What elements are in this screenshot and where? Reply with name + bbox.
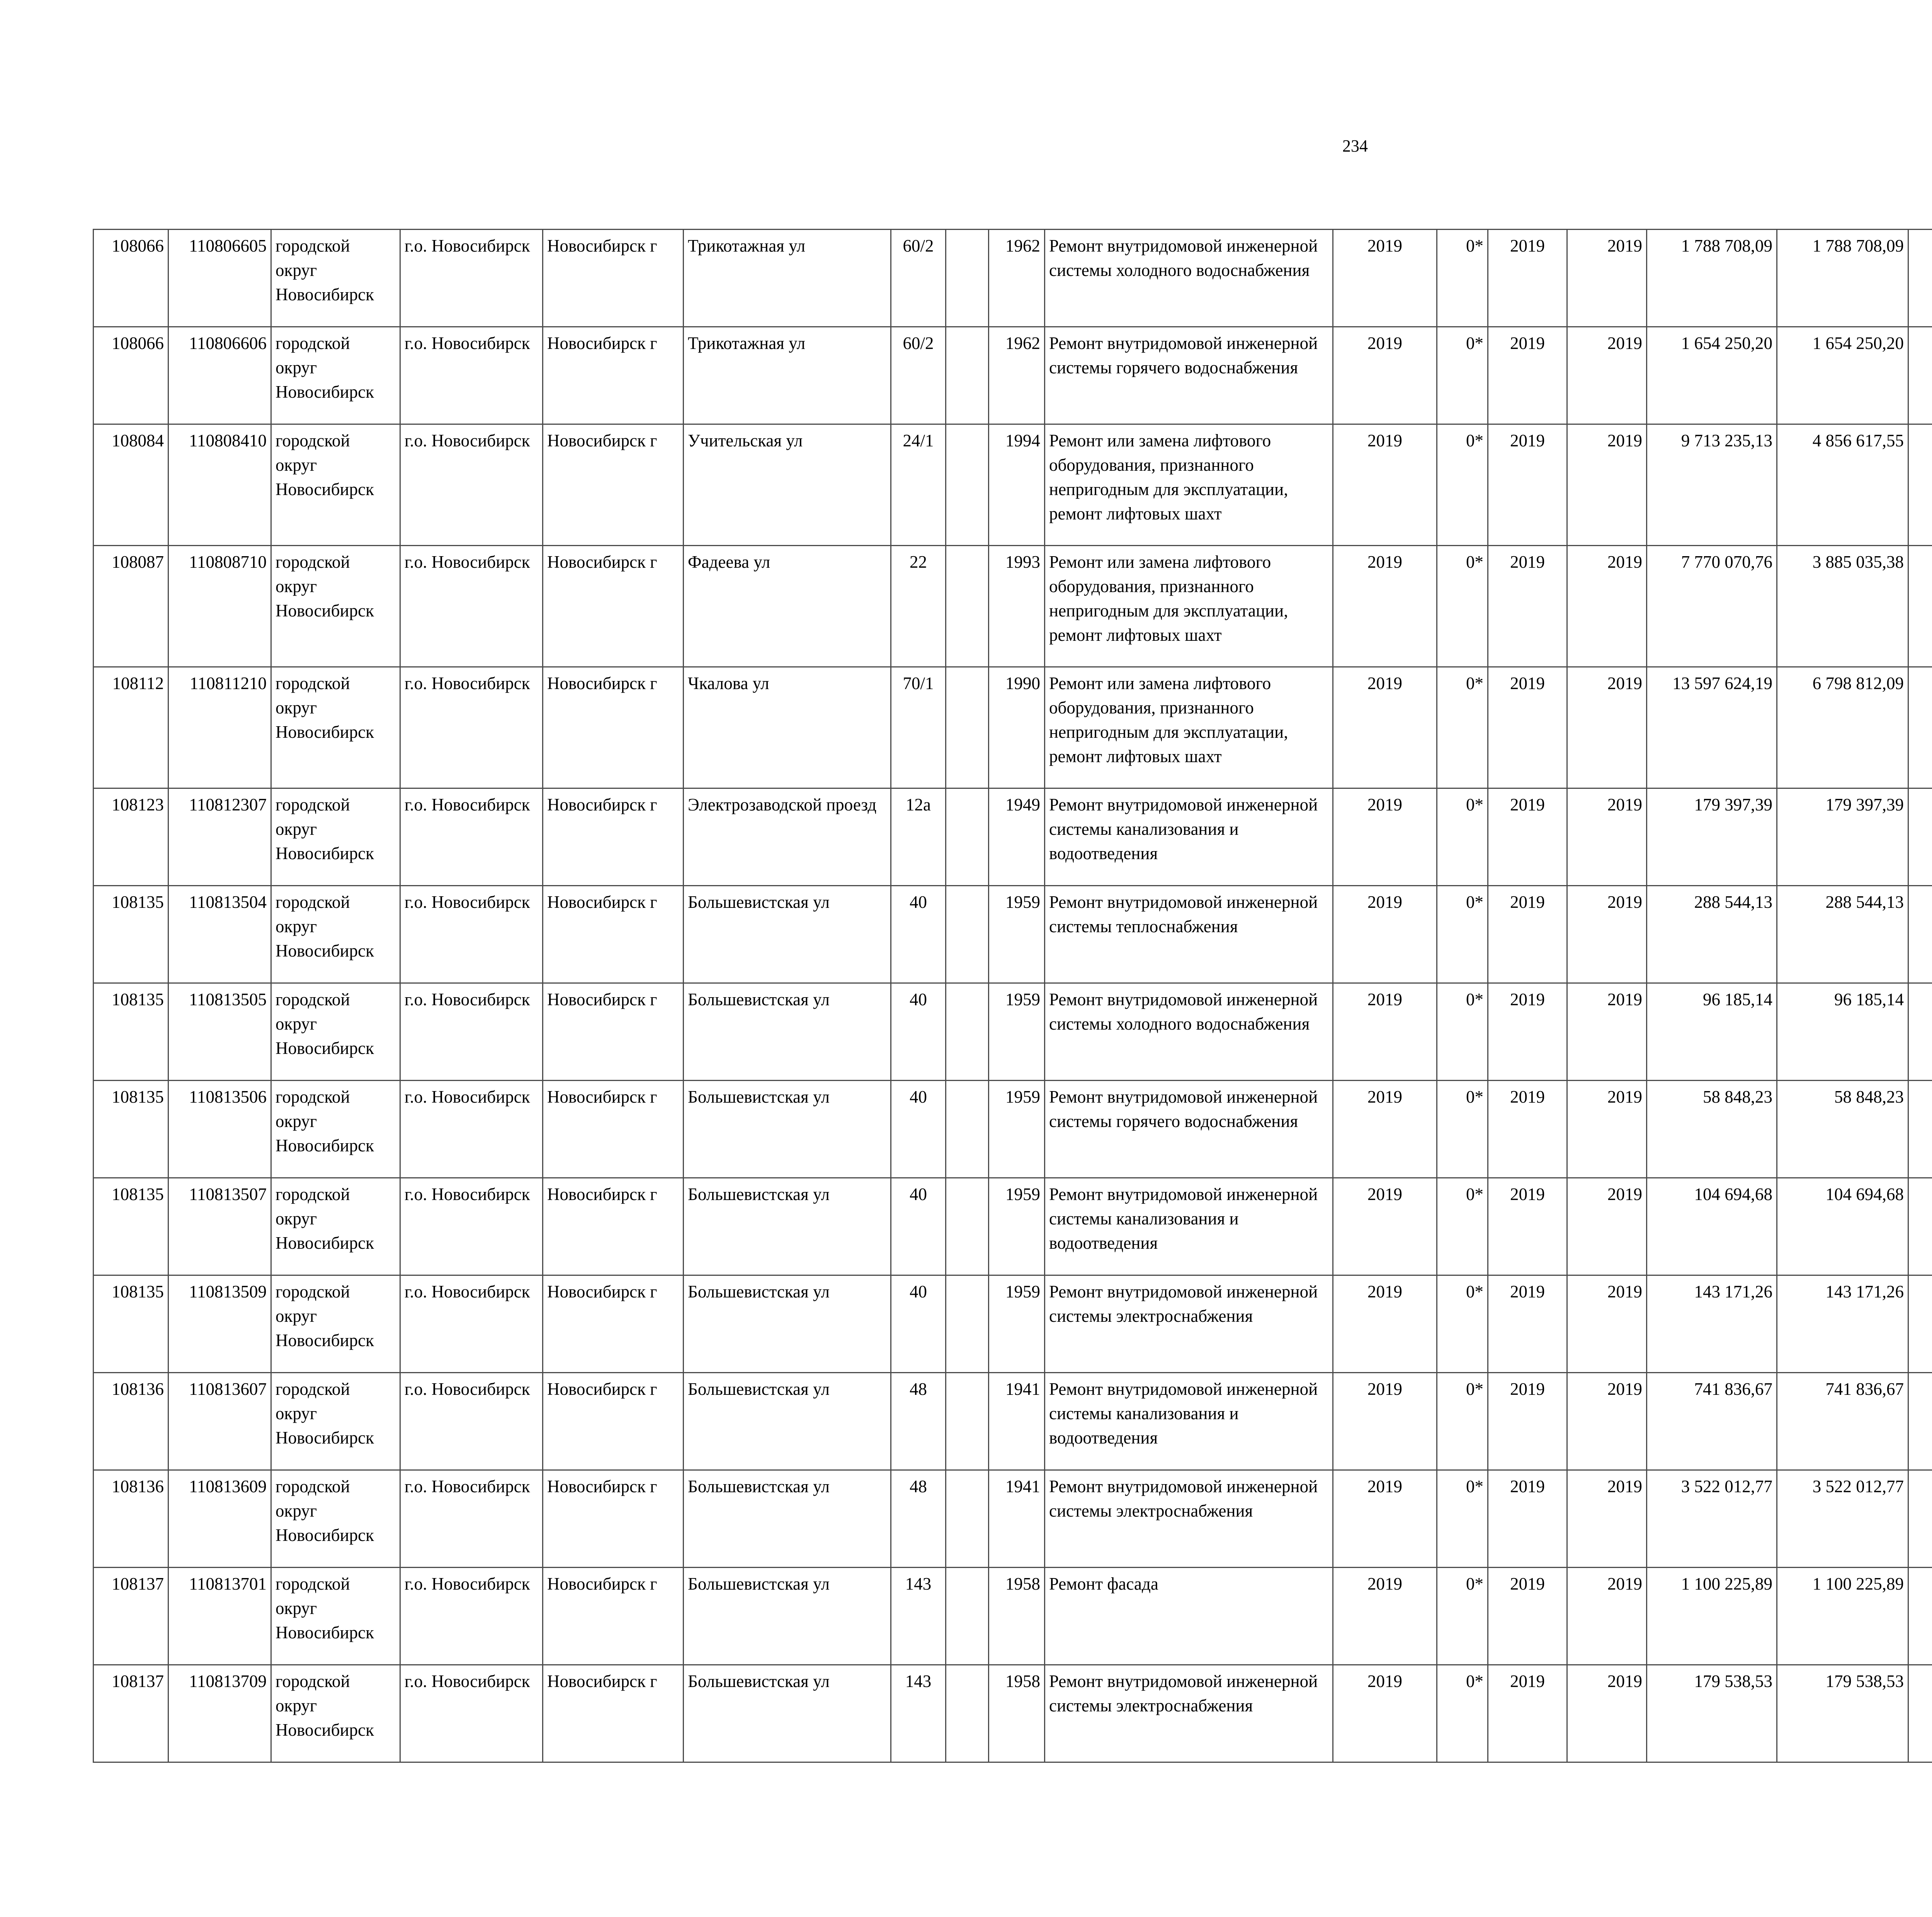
cell-street: Учительская ул — [684, 424, 891, 546]
cell-end-year: 2019 — [1567, 983, 1647, 1081]
cell-street: Большевистская ул — [684, 1568, 891, 1665]
cell-house: 12а — [891, 788, 946, 886]
cell-work-type: Ремонт внутридомовой инженерной системы горячего водоснабжения — [1045, 327, 1333, 424]
cell-plan-year: 2019 — [1333, 1081, 1437, 1178]
cell-street: Большевистская ул — [684, 1081, 891, 1178]
cell-id: 108087 — [94, 546, 168, 667]
cell-city: Новосибирск г — [543, 327, 684, 424]
cell-city: Новосибирск г — [543, 886, 684, 983]
cell-city: Новосибирск г — [543, 1178, 684, 1275]
cell-total-cost: 179 397,39 — [1647, 788, 1777, 886]
cell-municipality: городской округ Новосибирск — [271, 1081, 400, 1178]
cell-municipality: городской округ Новосибирск — [271, 886, 400, 983]
cell-code: 110813509 — [168, 1275, 271, 1373]
cell-municipality: городской округ Новосибирск — [271, 788, 400, 886]
table-row — [94, 983, 1932, 1081]
table-row — [94, 546, 1932, 667]
cell-year-built: 1941 — [989, 1373, 1045, 1470]
cell-plan-year: 2019 — [1333, 546, 1437, 667]
cell-end-year: 2019 — [1567, 1275, 1647, 1373]
table-row — [94, 1665, 1932, 1762]
cell-id: 108136 — [94, 1470, 168, 1568]
cell-street: Большевистская ул — [684, 1178, 891, 1275]
cell-start-year: 2019 — [1488, 1275, 1567, 1373]
cell-plan-year: 2019 — [1333, 327, 1437, 424]
cell-house: 40 — [891, 1275, 946, 1373]
cell-building — [946, 983, 989, 1081]
cell-street: Фадеева ул — [684, 546, 891, 667]
cell-end-year: 2019 — [1567, 886, 1647, 983]
cell-flag: 0* — [1437, 327, 1488, 424]
table-row — [94, 667, 1932, 788]
cell-flag: 0* — [1437, 788, 1488, 886]
cell-end-year: 2019 — [1567, 327, 1647, 424]
cell-total-cost: 179 538,53 — [1647, 1665, 1777, 1762]
cell-end-year: 2019 — [1567, 788, 1647, 886]
cell-city: Новосибирск г — [543, 1373, 684, 1470]
cell-flag: 0* — [1437, 1568, 1488, 1665]
page-number: 234 — [1342, 136, 1368, 155]
cell-end-year: 2019 — [1567, 1568, 1647, 1665]
cell-street: Большевистская ул — [684, 1275, 891, 1373]
cell-plan-year: 2019 — [1333, 886, 1437, 983]
cell-cost-a — [1908, 886, 1932, 983]
cell-fund-cost: 4 856 617,55 — [1777, 424, 1908, 546]
cell-city: Новосибирск г — [543, 546, 684, 667]
cell-start-year: 2019 — [1488, 424, 1567, 546]
cell-city: Новосибирск г — [543, 1081, 684, 1178]
cell-city: Новосибирск г — [543, 1275, 684, 1373]
cell-start-year: 2019 — [1488, 1081, 1567, 1178]
cell-district: г.о. Новосибирск — [400, 1665, 543, 1762]
cell-cost-a — [1908, 788, 1932, 886]
cell-house: 24/1 — [891, 424, 946, 546]
cell-flag: 0* — [1437, 1470, 1488, 1568]
cell-work-type: Ремонт или замена лифтового оборудования, признанного непригодным для эксплуатации, ремонт лифтовых шахт — [1045, 546, 1333, 667]
cell-fund-cost: 96 185,14 — [1777, 983, 1908, 1081]
cell-fund-cost: 1 788 708,09 — [1777, 230, 1908, 327]
cell-work-type: Ремонт внутридомовой инженерной системы канализования и водоотведения — [1045, 788, 1333, 886]
cell-fund-cost: 179 538,53 — [1777, 1665, 1908, 1762]
cell-end-year: 2019 — [1567, 1470, 1647, 1568]
cell-year-built: 1959 — [989, 1178, 1045, 1275]
cell-id: 108137 — [94, 1568, 168, 1665]
cell-total-cost: 104 694,68 — [1647, 1178, 1777, 1275]
cell-code: 110813609 — [168, 1470, 271, 1568]
cell-street: Трикотажная ул — [684, 230, 891, 327]
cell-house: 40 — [891, 886, 946, 983]
cell-district: г.о. Новосибирск — [400, 1178, 543, 1275]
cell-fund-cost: 288 544,13 — [1777, 886, 1908, 983]
cell-start-year: 2019 — [1488, 546, 1567, 667]
cell-total-cost: 1 100 225,89 — [1647, 1568, 1777, 1665]
cell-street: Большевистская ул — [684, 983, 891, 1081]
cell-code: 110811210 — [168, 667, 271, 788]
cell-year-built: 1962 — [989, 230, 1045, 327]
cell-building — [946, 1470, 989, 1568]
cell-code: 110813504 — [168, 886, 271, 983]
cell-flag: 0* — [1437, 1373, 1488, 1470]
cell-house: 40 — [891, 1178, 946, 1275]
cell-house: 40 — [891, 983, 946, 1081]
cell-fund-cost: 741 836,67 — [1777, 1373, 1908, 1470]
cell-house: 60/2 — [891, 327, 946, 424]
cell-code: 110813506 — [168, 1081, 271, 1178]
table-row — [94, 1178, 1932, 1275]
cell-fund-cost: 3 885 035,38 — [1777, 546, 1908, 667]
cell-city: Новосибирск г — [543, 667, 684, 788]
cell-building — [946, 667, 989, 788]
cell-total-cost: 143 171,26 — [1647, 1275, 1777, 1373]
cell-building — [946, 1568, 989, 1665]
cell-year-built: 1990 — [989, 667, 1045, 788]
cell-id: 108084 — [94, 424, 168, 546]
cell-house: 143 — [891, 1568, 946, 1665]
cell-plan-year: 2019 — [1333, 424, 1437, 546]
table-row — [94, 1275, 1932, 1373]
cell-code: 110808710 — [168, 546, 271, 667]
cell-id: 108135 — [94, 1081, 168, 1178]
cell-year-built: 1962 — [989, 327, 1045, 424]
cell-start-year: 2019 — [1488, 1178, 1567, 1275]
cell-plan-year: 2019 — [1333, 788, 1437, 886]
cell-municipality: городской округ Новосибирск — [271, 1568, 400, 1665]
cell-building — [946, 1178, 989, 1275]
cell-plan-year: 2019 — [1333, 230, 1437, 327]
cell-municipality: городской округ Новосибирск — [271, 1373, 400, 1470]
cell-cost-a — [1908, 1373, 1932, 1470]
cell-end-year: 2019 — [1567, 1081, 1647, 1178]
cell-cost-a — [1908, 424, 1932, 546]
cell-building — [946, 327, 989, 424]
table-row — [94, 327, 1932, 424]
cell-plan-year: 2019 — [1333, 667, 1437, 788]
cell-flag: 0* — [1437, 1081, 1488, 1178]
cell-code: 110813701 — [168, 1568, 271, 1665]
cell-municipality: городской округ Новосибирск — [271, 983, 400, 1081]
cell-fund-cost: 1 654 250,20 — [1777, 327, 1908, 424]
cell-total-cost: 58 848,23 — [1647, 1081, 1777, 1178]
cell-id: 108112 — [94, 667, 168, 788]
table-row — [94, 1470, 1932, 1568]
cell-street: Большевистская ул — [684, 1665, 891, 1762]
cell-year-built: 1958 — [989, 1568, 1045, 1665]
cell-plan-year: 2019 — [1333, 1275, 1437, 1373]
cell-year-built: 1959 — [989, 1275, 1045, 1373]
cell-id: 108136 — [94, 1373, 168, 1470]
table-row — [94, 788, 1932, 886]
cell-fund-cost: 179 397,39 — [1777, 788, 1908, 886]
cell-code: 110813505 — [168, 983, 271, 1081]
cell-house: 143 — [891, 1665, 946, 1762]
table-row — [94, 1081, 1932, 1178]
cell-end-year: 2019 — [1567, 1178, 1647, 1275]
cell-building — [946, 1373, 989, 1470]
cell-work-type: Ремонт внутридомовой инженерной системы холодного водоснабжения — [1045, 983, 1333, 1081]
cell-total-cost: 96 185,14 — [1647, 983, 1777, 1081]
cell-city: Новосибирск г — [543, 230, 684, 327]
cell-end-year: 2019 — [1567, 230, 1647, 327]
cell-end-year: 2019 — [1567, 1665, 1647, 1762]
cell-total-cost: 9 713 235,13 — [1647, 424, 1777, 546]
cell-cost-a — [1908, 546, 1932, 667]
cell-id: 108137 — [94, 1665, 168, 1762]
cell-flag: 0* — [1437, 1275, 1488, 1373]
cell-id: 108135 — [94, 1178, 168, 1275]
cell-start-year: 2019 — [1488, 1568, 1567, 1665]
cell-work-type: Ремонт или замена лифтового оборудования, признанного непригодным для эксплуатации, ремонт лифтовых шахт — [1045, 667, 1333, 788]
cell-flag: 0* — [1437, 1178, 1488, 1275]
cell-building — [946, 886, 989, 983]
cell-code: 110806605 — [168, 230, 271, 327]
cell-code: 110812307 — [168, 788, 271, 886]
cell-flag: 0* — [1437, 546, 1488, 667]
cell-flag: 0* — [1437, 886, 1488, 983]
cell-end-year: 2019 — [1567, 667, 1647, 788]
cell-end-year: 2019 — [1567, 424, 1647, 546]
cell-fund-cost: 104 694,68 — [1777, 1178, 1908, 1275]
cell-municipality: городской округ Новосибирск — [271, 1275, 400, 1373]
cell-year-built: 1993 — [989, 546, 1045, 667]
cell-house: 48 — [891, 1470, 946, 1568]
cell-cost-a — [1908, 230, 1932, 327]
cell-year-built: 1959 — [989, 1081, 1045, 1178]
cell-district: г.о. Новосибирск — [400, 230, 543, 327]
cell-flag: 0* — [1437, 983, 1488, 1081]
cell-district: г.о. Новосибирск — [400, 1275, 543, 1373]
cell-id: 108066 — [94, 230, 168, 327]
cell-id: 108123 — [94, 788, 168, 886]
cell-street: Большевистская ул — [684, 1470, 891, 1568]
cell-cost-a — [1908, 1568, 1932, 1665]
cell-flag: 0* — [1437, 424, 1488, 546]
cell-district: г.о. Новосибирск — [400, 886, 543, 983]
cell-district: г.о. Новосибирск — [400, 788, 543, 886]
cell-cost-a — [1908, 983, 1932, 1081]
cell-fund-cost: 1 100 225,89 — [1777, 1568, 1908, 1665]
cell-cost-a — [1908, 1665, 1932, 1762]
cell-start-year: 2019 — [1488, 230, 1567, 327]
table-row — [94, 424, 1932, 546]
cell-municipality: городской округ Новосибирск — [271, 546, 400, 667]
cell-city: Новосибирск г — [543, 983, 684, 1081]
cell-city: Новосибирск г — [543, 424, 684, 546]
cell-cost-a — [1908, 1178, 1932, 1275]
cell-district: г.о. Новосибирск — [400, 1373, 543, 1470]
cell-end-year: 2019 — [1567, 546, 1647, 667]
cell-work-type: Ремонт внутридомовой инженерной системы электроснабжения — [1045, 1665, 1333, 1762]
cell-work-type: Ремонт внутридомовой инженерной системы электроснабжения — [1045, 1470, 1333, 1568]
cell-id: 108066 — [94, 327, 168, 424]
cell-year-built: 1959 — [989, 886, 1045, 983]
cell-municipality: городской округ Новосибирск — [271, 1665, 400, 1762]
cell-work-type: Ремонт внутридомовой инженерной системы теплоснабжения — [1045, 886, 1333, 983]
cell-district: г.о. Новосибирск — [400, 1470, 543, 1568]
cell-cost-a — [1908, 1081, 1932, 1178]
cell-work-type: Ремонт внутридомовой инженерной системы канализования и водоотведения — [1045, 1178, 1333, 1275]
table-row — [94, 886, 1932, 983]
cell-municipality: городской округ Новосибирск — [271, 327, 400, 424]
cell-work-type: Ремонт внутридомовой инженерной системы канализования и водоотведения — [1045, 1373, 1333, 1470]
cell-id: 108135 — [94, 1275, 168, 1373]
cell-fund-cost: 143 171,26 — [1777, 1275, 1908, 1373]
cell-total-cost: 13 597 624,19 — [1647, 667, 1777, 788]
cell-work-type: Ремонт или замена лифтового оборудования, признанного непригодным для эксплуатации, ремонт лифтовых шахт — [1045, 424, 1333, 546]
cell-cost-a — [1908, 1275, 1932, 1373]
cell-total-cost: 1 788 708,09 — [1647, 230, 1777, 327]
table-row — [94, 1568, 1932, 1665]
cell-fund-cost: 6 798 812,09 — [1777, 667, 1908, 788]
cell-district: г.о. Новосибирск — [400, 1081, 543, 1178]
cell-house: 40 — [891, 1081, 946, 1178]
cell-total-cost: 741 836,67 — [1647, 1373, 1777, 1470]
cell-plan-year: 2019 — [1333, 1470, 1437, 1568]
cell-building — [946, 230, 989, 327]
cell-house: 48 — [891, 1373, 946, 1470]
cell-municipality: городской округ Новосибирск — [271, 424, 400, 546]
cell-district: г.о. Новосибирск — [400, 546, 543, 667]
cell-street: Трикотажная ул — [684, 327, 891, 424]
cell-start-year: 2019 — [1488, 983, 1567, 1081]
cell-building — [946, 424, 989, 546]
cell-start-year: 2019 — [1488, 1665, 1567, 1762]
cell-building — [946, 1665, 989, 1762]
cell-total-cost: 288 544,13 — [1647, 886, 1777, 983]
registry-body — [94, 230, 1932, 1762]
cell-building — [946, 1081, 989, 1178]
registry-table — [93, 229, 1932, 1763]
cell-building — [946, 546, 989, 667]
cell-cost-a — [1908, 667, 1932, 788]
cell-district: г.о. Новосибирск — [400, 1568, 543, 1665]
cell-work-type: Ремонт внутридомовой инженерной системы горячего водоснабжения — [1045, 1081, 1333, 1178]
cell-work-type: Ремонт внутридомовой инженерной системы электроснабжения — [1045, 1275, 1333, 1373]
cell-municipality: городской округ Новосибирск — [271, 1178, 400, 1275]
cell-plan-year: 2019 — [1333, 1178, 1437, 1275]
cell-plan-year: 2019 — [1333, 1665, 1437, 1762]
cell-fund-cost: 3 522 012,77 — [1777, 1470, 1908, 1568]
cell-cost-a — [1908, 327, 1932, 424]
cell-district: г.о. Новосибирск — [400, 667, 543, 788]
cell-work-type: Ремонт внутридомовой инженерной системы холодного водоснабжения — [1045, 230, 1333, 327]
cell-fund-cost: 58 848,23 — [1777, 1081, 1908, 1178]
cell-district: г.о. Новосибирск — [400, 424, 543, 546]
cell-work-type: Ремонт фасада — [1045, 1568, 1333, 1665]
cell-code: 110813709 — [168, 1665, 271, 1762]
cell-year-built: 1994 — [989, 424, 1045, 546]
cell-start-year: 2019 — [1488, 1470, 1567, 1568]
cell-municipality: городской округ Новосибирск — [271, 667, 400, 788]
cell-code: 110813607 — [168, 1373, 271, 1470]
cell-start-year: 2019 — [1488, 327, 1567, 424]
cell-plan-year: 2019 — [1333, 983, 1437, 1081]
cell-flag: 0* — [1437, 230, 1488, 327]
cell-year-built: 1959 — [989, 983, 1045, 1081]
cell-street: Большевистская ул — [684, 886, 891, 983]
cell-city: Новосибирск г — [543, 1470, 684, 1568]
cell-district: г.о. Новосибирск — [400, 983, 543, 1081]
cell-id: 108135 — [94, 886, 168, 983]
cell-building — [946, 788, 989, 886]
cell-street: Большевистская ул — [684, 1373, 891, 1470]
cell-cost-a — [1908, 1470, 1932, 1568]
cell-id: 108135 — [94, 983, 168, 1081]
cell-year-built: 1958 — [989, 1665, 1045, 1762]
cell-year-built: 1949 — [989, 788, 1045, 886]
cell-start-year: 2019 — [1488, 886, 1567, 983]
table-row — [94, 230, 1932, 327]
cell-municipality: городской округ Новосибирск — [271, 230, 400, 327]
table-row — [94, 1373, 1932, 1470]
cell-plan-year: 2019 — [1333, 1568, 1437, 1665]
cell-year-built: 1941 — [989, 1470, 1045, 1568]
cell-start-year: 2019 — [1488, 788, 1567, 886]
cell-municipality: городской округ Новосибирск — [271, 1470, 400, 1568]
cell-flag: 0* — [1437, 1665, 1488, 1762]
cell-city: Новосибирск г — [543, 1568, 684, 1665]
cell-end-year: 2019 — [1567, 1373, 1647, 1470]
cell-code: 110808410 — [168, 424, 271, 546]
cell-total-cost: 3 522 012,77 — [1647, 1470, 1777, 1568]
cell-street: Чкалова ул — [684, 667, 891, 788]
cell-total-cost: 1 654 250,20 — [1647, 327, 1777, 424]
cell-city: Новосибирск г — [543, 788, 684, 886]
cell-code: 110813507 — [168, 1178, 271, 1275]
cell-house: 22 — [891, 546, 946, 667]
cell-house: 70/1 — [891, 667, 946, 788]
cell-start-year: 2019 — [1488, 667, 1567, 788]
cell-flag: 0* — [1437, 667, 1488, 788]
cell-district: г.о. Новосибирск — [400, 327, 543, 424]
cell-city: Новосибирск г — [543, 1665, 684, 1762]
cell-street: Электрозаводской проезд — [684, 788, 891, 886]
cell-house: 60/2 — [891, 230, 946, 327]
cell-plan-year: 2019 — [1333, 1373, 1437, 1470]
cell-building — [946, 1275, 989, 1373]
cell-total-cost: 7 770 070,76 — [1647, 546, 1777, 667]
cell-start-year: 2019 — [1488, 1373, 1567, 1470]
cell-code: 110806606 — [168, 327, 271, 424]
